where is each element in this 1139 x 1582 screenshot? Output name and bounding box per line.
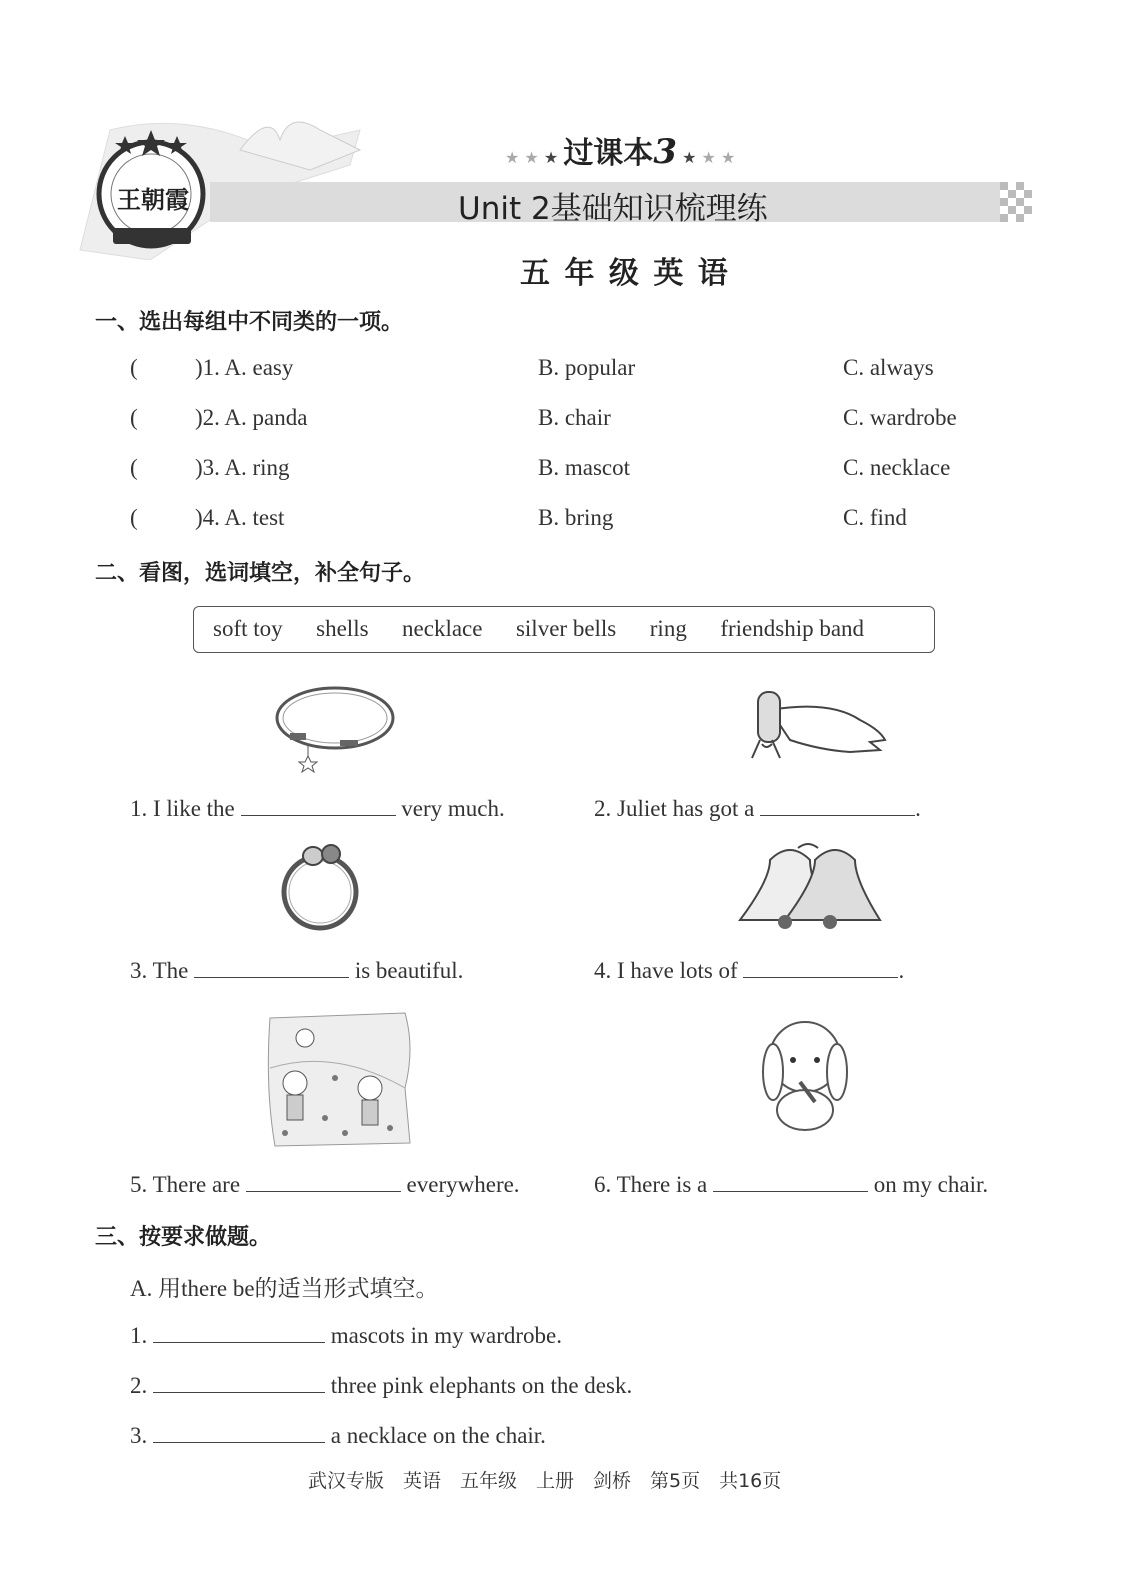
answer-blank[interactable] xyxy=(241,793,396,816)
part-a-instruction: A. 用there be的适当形式填空。 xyxy=(130,1276,439,1301)
answer-blank[interactable] xyxy=(743,955,898,978)
answer-paren[interactable]: ( xyxy=(130,355,138,380)
answer-blank[interactable] xyxy=(153,1320,325,1343)
silver-bells-image xyxy=(730,840,885,935)
series-title: ★ ★ ★ 过课本3 ★ ★ ★ xyxy=(505,132,736,172)
sentence-3: 3. The is beautiful. xyxy=(130,955,463,984)
question-row: ( )4. A. test B. bring C. find xyxy=(130,505,907,530)
answer-blank[interactable] xyxy=(194,955,349,978)
answer-blank[interactable] xyxy=(153,1420,325,1443)
section1-heading: 一、选出每组中不同类的一项。 xyxy=(95,310,404,335)
answer-paren[interactable]: ( xyxy=(130,405,138,430)
word-bank-item: friendship band xyxy=(720,616,865,641)
answer-blank[interactable] xyxy=(713,1169,868,1192)
answer-blank[interactable] xyxy=(760,793,915,816)
logo xyxy=(95,128,207,253)
word-bank-item: shells xyxy=(316,616,369,641)
question-row: ( )3. A. ring B. mascot C. necklace xyxy=(130,455,951,480)
word-bank xyxy=(193,606,935,653)
page-footer: 武汉专版 英语 五年级 上册 剑桥 第5页 共16页 xyxy=(308,1470,782,1492)
question-row: ( )2. A. panda B. chair C. wardrobe xyxy=(130,405,957,430)
ring-image xyxy=(275,840,365,935)
sentence-4: 4. I have lots of . xyxy=(594,955,904,984)
fill-item: 1. mascots in my wardrobe. xyxy=(130,1320,562,1349)
answer-blank[interactable] xyxy=(246,1169,401,1192)
logo-text: 王朝霞 xyxy=(117,186,189,214)
sentence-6: 6. There is a on my chair. xyxy=(594,1169,988,1198)
friendship-band-image xyxy=(270,678,400,773)
answer-paren[interactable]: ( xyxy=(130,505,138,530)
answer-blank[interactable] xyxy=(153,1370,325,1393)
fill-item: 3. a necklace on the chair. xyxy=(130,1420,546,1449)
sentence-5: 5. There are everywhere. xyxy=(130,1169,520,1198)
section3-heading: 三、按要求做题。 xyxy=(95,1225,272,1250)
fill-item: 2. three pink elephants on the desk. xyxy=(130,1370,632,1399)
page-title: Unit 2基础知识梳理练 xyxy=(458,191,768,227)
word-bank-item: necklace xyxy=(402,616,483,641)
word-bank-item: silver bells xyxy=(515,616,617,641)
page-subtitle: 五 年 级 英 语 xyxy=(520,256,730,291)
answer-paren[interactable]: ( xyxy=(130,455,138,480)
sentence-2: 2. Juliet has got a . xyxy=(594,793,921,822)
sentence-1: 1. I like the very much. xyxy=(130,793,505,822)
beach-shells-image xyxy=(265,1008,415,1148)
word-bank-item: soft toy xyxy=(213,616,283,641)
hand-with-ring-image xyxy=(740,680,890,770)
soft-toy-image xyxy=(755,1012,855,1137)
question-row: ( )1. A. easy B. popular C. always xyxy=(130,355,934,380)
section2-heading: 二、看图，选词填空，补全句子。 xyxy=(95,561,426,586)
word-bank-item: ring xyxy=(649,616,687,641)
